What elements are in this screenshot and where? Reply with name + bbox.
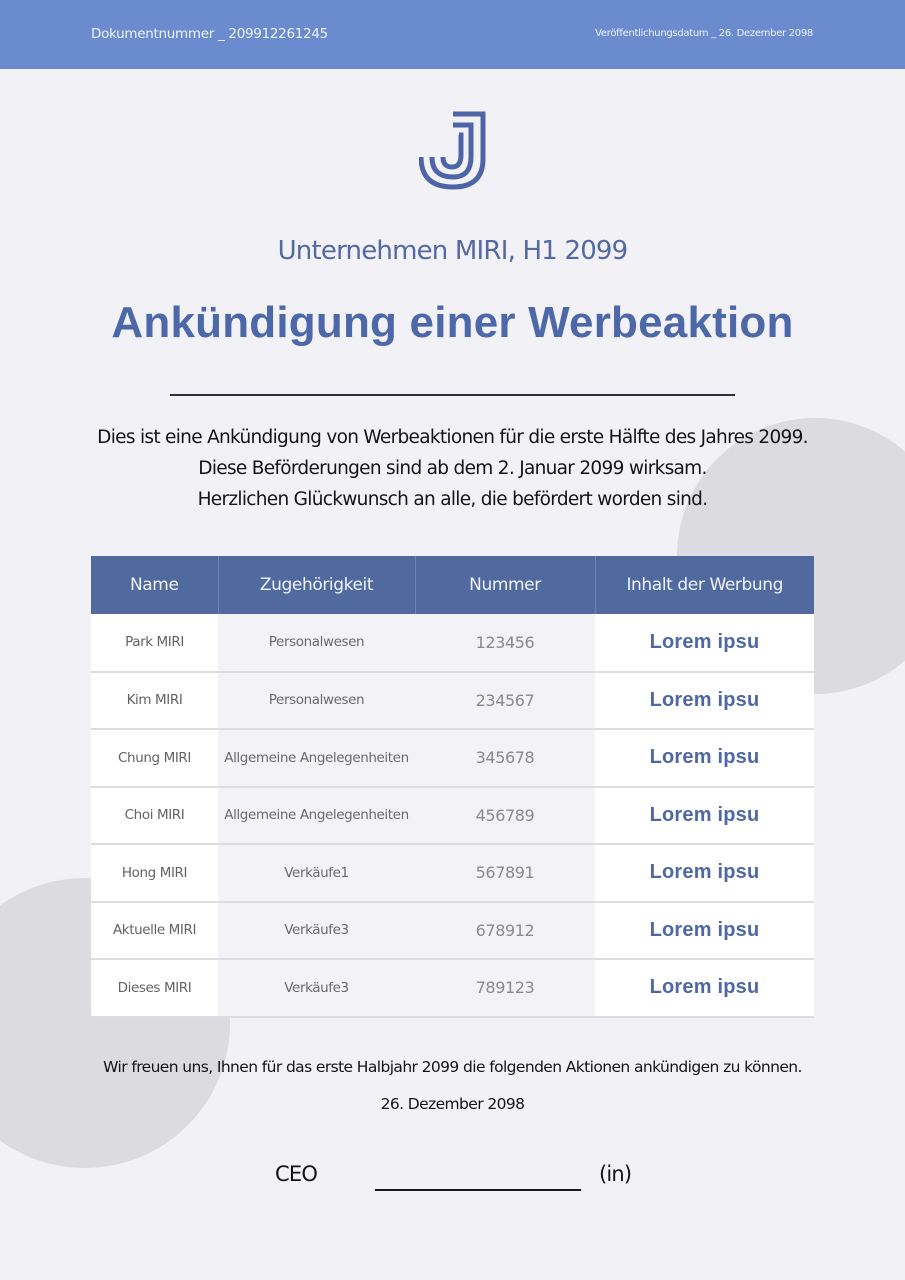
column-header-content: Inhalt der Werbung <box>595 556 814 614</box>
signature-line <box>375 1189 581 1191</box>
table-row <box>91 672 814 730</box>
table-row <box>91 902 814 960</box>
cell-affiliation: Personalwesen <box>218 672 415 730</box>
cell-number: 789123 <box>415 959 595 1017</box>
signature-suffix: (in) <box>599 1162 632 1186</box>
header-bar <box>0 0 905 69</box>
cell-affiliation: Verkäufe1 <box>218 844 415 902</box>
cell-name: Park MIRI <box>91 614 218 672</box>
cell-number: 234567 <box>415 672 595 730</box>
cell-name: Dieses MIRI <box>91 959 218 1017</box>
cell-affiliation: Personalwesen <box>218 614 415 672</box>
cell-number: 345678 <box>415 729 595 787</box>
cell-content: Lorem ipsu <box>595 614 814 672</box>
cell-content: Lorem ipsu <box>595 787 814 845</box>
cell-name: Aktuelle MIRI <box>91 902 218 960</box>
cell-number: 567891 <box>415 844 595 902</box>
table-header-row <box>91 556 814 614</box>
intro-line: Diese Beförderungen sind ab dem 2. Januar 2099 wirksam. <box>198 458 707 479</box>
cell-name: Hong MIRI <box>91 844 218 902</box>
cell-number: 456789 <box>415 787 595 845</box>
intro-line: Herzlichen Glückwunsch an alle, die befördert worden sind. <box>197 489 708 510</box>
closing-text: Wir freuen uns, Ihnen für das erste Halbjahr 2099 die folgenden Aktionen ankündigen zu können. <box>103 1058 802 1076</box>
publication-date: Veröffentlichungsdatum _ 26. Dezember 2098 <box>595 28 813 39</box>
intro-paragraph <box>0 422 905 515</box>
table-row <box>91 614 814 672</box>
document-number: Dokumentnummer _ 209912261245 <box>91 26 328 42</box>
cell-name: Kim MIRI <box>91 672 218 730</box>
cell-content: Lorem ipsu <box>595 844 814 902</box>
cell-content: Lorem ipsu <box>595 729 814 787</box>
promotion-table <box>91 556 814 1018</box>
cell-number: 678912 <box>415 902 595 960</box>
cell-number: 123456 <box>415 614 595 672</box>
signature-role: CEO <box>275 1162 318 1186</box>
cell-content: Lorem ipsu <box>595 959 814 1017</box>
title-divider <box>170 394 735 396</box>
cell-content: Lorem ipsu <box>595 672 814 730</box>
column-header-affiliation: Zugehörigkeit <box>218 556 415 614</box>
cell-affiliation: Allgemeine Angelegenheiten <box>218 729 415 787</box>
company-subtitle: Unternehmen MIRI, H1 2099 <box>277 236 628 266</box>
column-header-name: Name <box>91 556 218 614</box>
cell-content: Lorem ipsu <box>595 902 814 960</box>
closing-date: 26. Dezember 2098 <box>380 1095 525 1113</box>
cell-affiliation: Verkäufe3 <box>218 959 415 1017</box>
cell-name: Choi MIRI <box>91 787 218 845</box>
table-row <box>91 959 814 1017</box>
page-title: Ankündigung einer Werbeaktion <box>111 298 794 347</box>
intro-line: Dies ist eine Ankündigung von Werbeaktionen für die erste Hälfte des Jahres 2099. <box>97 427 808 448</box>
cell-name: Chung MIRI <box>91 729 218 787</box>
table-row <box>91 844 814 902</box>
stylized-j-logo-icon <box>419 111 487 191</box>
table-row <box>91 787 814 845</box>
table-row <box>91 729 814 787</box>
column-header-number: Nummer <box>415 556 595 614</box>
cell-affiliation: Allgemeine Angelegenheiten <box>218 787 415 845</box>
cell-affiliation: Verkäufe3 <box>218 902 415 960</box>
